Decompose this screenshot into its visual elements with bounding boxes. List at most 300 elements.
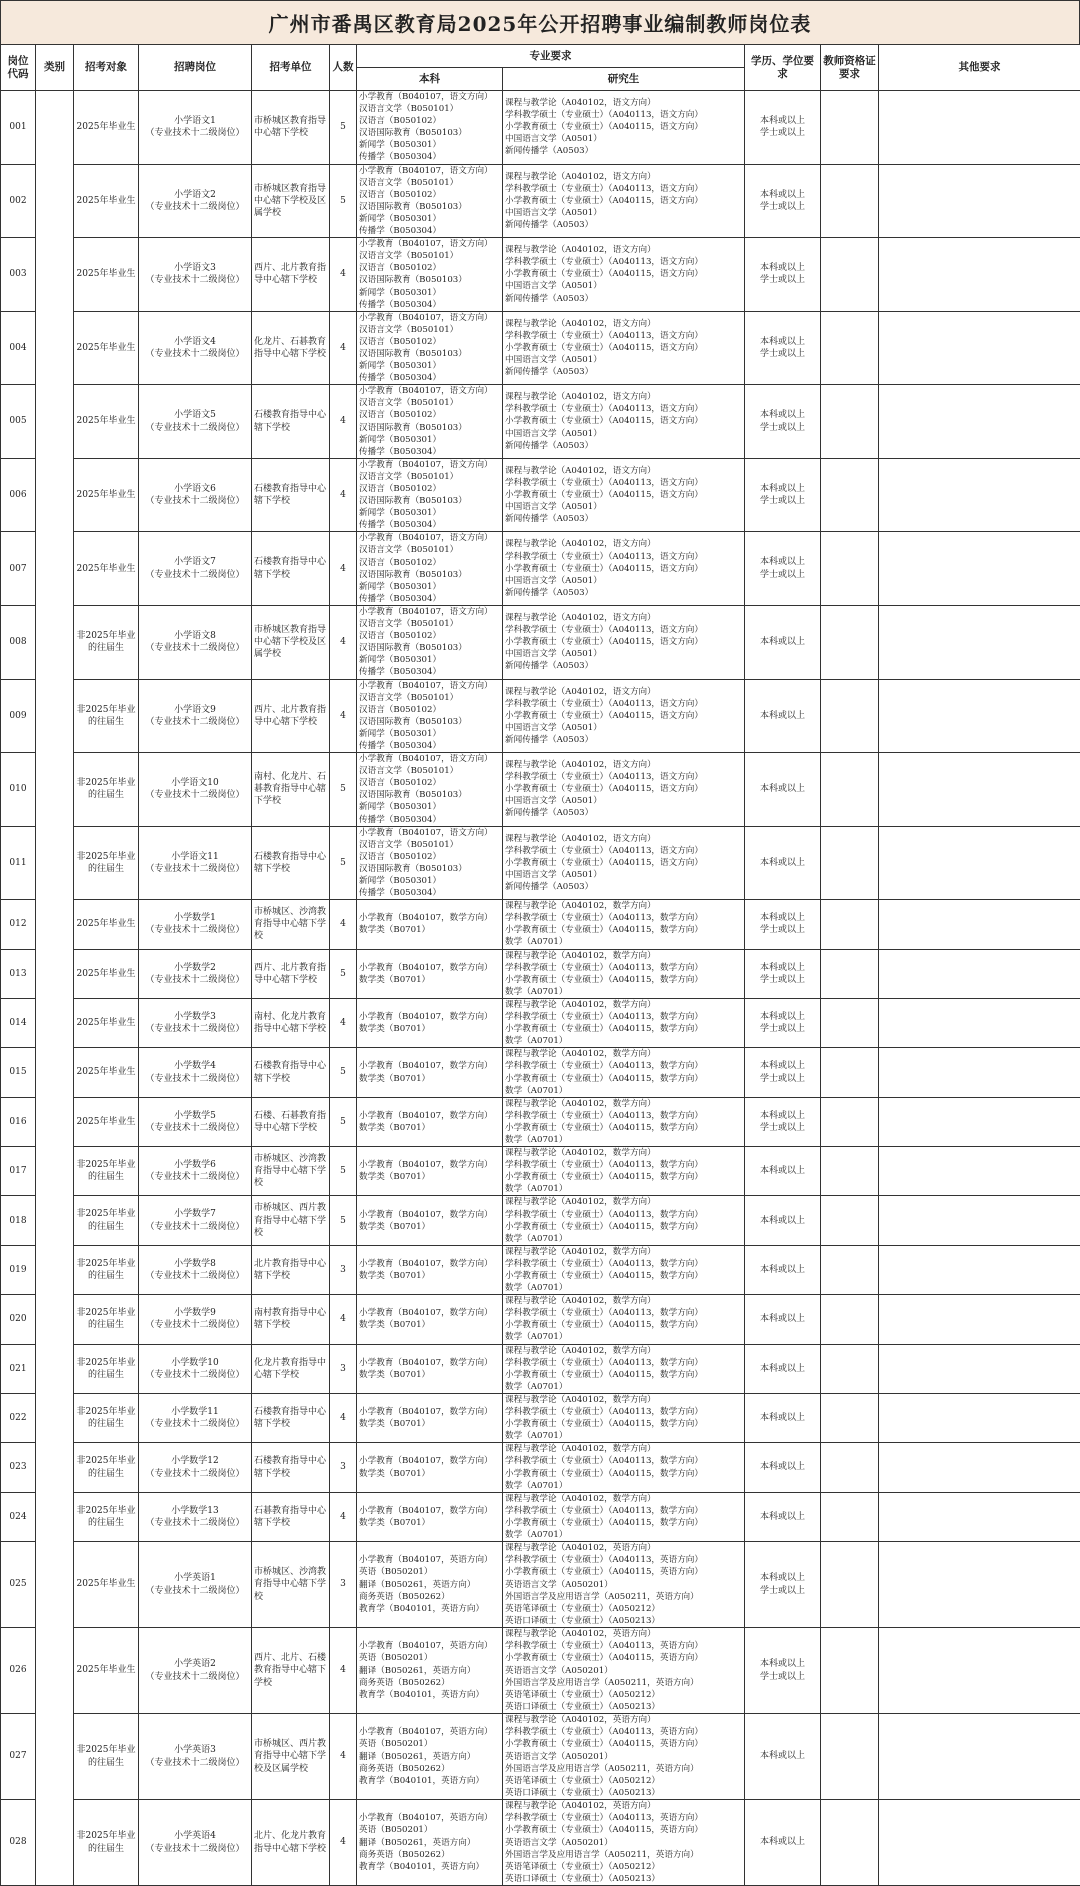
cell-cert <box>821 900 879 949</box>
cell-count: 4 <box>330 605 357 679</box>
cell-unit: 石楼教育指导中心辖下学校 <box>252 532 330 606</box>
cell-target: 非2025年毕业的往届生 <box>74 605 139 679</box>
cell-other <box>879 605 1080 679</box>
table-row <box>1 605 1080 679</box>
cell-other <box>879 1542 1080 1628</box>
table-row <box>1 532 1080 606</box>
cell-other <box>879 1714 1080 1800</box>
cell-undergrad-major: 小学教育（B040107，语文方向） 汉语言文学（B050101） 汉语言（B050102） 汉语国际教育（B050103） 新闻学（B050301） 传播学（B050304） <box>357 826 503 900</box>
cell-grad-major: 课程与教学论（A040102，数学方向） 学科教学硕士（专业硕士）（A040113，数学方向） 小学教育硕士（专业硕士）（A040115，数学方向） 数学（A0701） <box>503 1492 745 1541</box>
cell-count: 5 <box>330 1196 357 1245</box>
cell-position: 小学数学9 （专业技术十二级岗位） <box>139 1295 252 1344</box>
header-category: 类别 <box>36 45 74 91</box>
cell-grad-major: 课程与教学论（A040102，英语方向） 学科教学硕士（专业硕士）（A040113，英语方向） 小学教育硕士（专业硕士）（A040115，英语方向） 英语语言文学（A050201） 外国语言学及应用语言学（A050211，英语方向） 英语笔译硕士（专业硕士）（A050212） 英语口译硕士（专业硕士）（A050213） <box>503 1714 745 1800</box>
cell-count: 4 <box>330 1628 357 1714</box>
cell-cert <box>821 605 879 679</box>
cell-code: 015 <box>1 1048 36 1097</box>
header-undergrad: 本科 <box>357 68 503 91</box>
header-cert: 教师资格证要求 <box>821 45 879 91</box>
cell-count: 4 <box>330 1714 357 1800</box>
cell-undergrad-major: 小学教育（B040107，语文方向） 汉语言文学（B050101） 汉语言（B050102） 汉语国际教育（B050103） 新闻学（B050301） 传播学（B050304） <box>357 385 503 459</box>
cell-degree: 本科或以上 学士或以上 <box>745 949 821 998</box>
table-row <box>1 1245 1080 1294</box>
cell-other <box>879 385 1080 459</box>
table-row <box>1 1542 1080 1628</box>
cell-position: 小学英语3 （专业技术十二级岗位） <box>139 1714 252 1800</box>
cell-code: 023 <box>1 1443 36 1492</box>
positions-table <box>0 44 1080 1886</box>
cell-count: 4 <box>330 1295 357 1344</box>
cell-target: 非2025年毕业的往届生 <box>74 826 139 900</box>
cell-grad-major: 课程与教学论（A040102，语文方向） 学科教学硕士（专业硕士）（A040113，语文方向） 小学教育硕士（专业硕士）（A040115，语文方向） 中国语言文学（A0501） 新闻传播学（A0503） <box>503 164 745 238</box>
cell-degree: 本科或以上 <box>745 1800 821 1886</box>
cell-position: 小学数学1 （专业技术十二级岗位） <box>139 900 252 949</box>
cell-degree: 本科或以上 <box>745 753 821 827</box>
cell-position: 小学语文4 （专业技术十二级岗位） <box>139 311 252 385</box>
cell-target: 2025年毕业生 <box>74 1048 139 1097</box>
page-title: 广州市番禺区教育局2025年公开招聘事业编制教师岗位表 <box>0 0 1080 44</box>
cell-degree: 本科或以上 <box>745 826 821 900</box>
cell-grad-major: 课程与教学论（A040102，数学方向） 学科教学硕士（专业硕士）（A040113，数学方向） 小学教育硕士（专业硕士）（A040115，数学方向） 数学（A0701） <box>503 1295 745 1344</box>
cell-position: 小学语文9 （专业技术十二级岗位） <box>139 679 252 753</box>
table-row <box>1 385 1080 459</box>
cell-position: 小学数学2 （专业技术十二级岗位） <box>139 949 252 998</box>
cell-degree: 本科或以上 学士或以上 <box>745 238 821 312</box>
cell-count: 5 <box>330 1147 357 1196</box>
table-row <box>1 998 1080 1047</box>
cell-position: 小学数学10 （专业技术十二级岗位） <box>139 1344 252 1393</box>
table-row <box>1 1714 1080 1800</box>
cell-other <box>879 1344 1080 1393</box>
cell-other <box>879 900 1080 949</box>
cell-target: 2025年毕业生 <box>74 1097 139 1146</box>
cell-target: 非2025年毕业的往届生 <box>74 1344 139 1393</box>
table-row <box>1 1196 1080 1245</box>
cell-position: 小学数学6 （专业技术十二级岗位） <box>139 1147 252 1196</box>
cell-undergrad-major: 小学教育（B040107，语文方向） 汉语言文学（B050101） 汉语言（B050102） 汉语国际教育（B050103） 新闻学（B050301） 传播学（B050304） <box>357 458 503 532</box>
cell-code: 016 <box>1 1097 36 1146</box>
cell-degree: 本科或以上 <box>745 679 821 753</box>
cell-count: 4 <box>330 679 357 753</box>
cell-undergrad-major: 小学教育（B040107，数学方向） 数学类（B0701） <box>357 1048 503 1097</box>
cell-unit: 市桥城区、沙湾教育指导中心辖下学校 <box>252 900 330 949</box>
cell-count: 4 <box>330 1492 357 1541</box>
cell-target: 非2025年毕业的往届生 <box>74 1295 139 1344</box>
cell-count: 4 <box>330 998 357 1047</box>
cell-code: 027 <box>1 1714 36 1800</box>
cell-undergrad-major: 小学教育（B040107，数学方向） 数学类（B0701） <box>357 1097 503 1146</box>
table-row <box>1 1295 1080 1344</box>
cell-position: 小学数学4 （专业技术十二级岗位） <box>139 1048 252 1097</box>
cell-other <box>879 679 1080 753</box>
cell-degree: 本科或以上 学士或以上 <box>745 998 821 1047</box>
cell-unit: 石楼教育指导中心辖下学校 <box>252 1048 330 1097</box>
table-row <box>1 91 1080 165</box>
cell-cert <box>821 1245 879 1294</box>
cell-grad-major: 课程与教学论（A040102，数学方向） 学科教学硕士（专业硕士）（A040113，数学方向） 小学教育硕士（专业硕士）（A040115，数学方向） 数学（A0701） <box>503 1443 745 1492</box>
cell-other <box>879 164 1080 238</box>
cell-degree: 本科或以上 学士或以上 <box>745 385 821 459</box>
cell-other <box>879 238 1080 312</box>
cell-target: 2025年毕业生 <box>74 900 139 949</box>
cell-undergrad-major: 小学教育（B040107，数学方向） 数学类（B0701） <box>357 1344 503 1393</box>
cell-degree: 本科或以上 <box>745 1714 821 1800</box>
cell-grad-major: 课程与教学论（A040102，数学方向） 学科教学硕士（专业硕士）（A040113，数学方向） 小学教育硕士（专业硕士）（A040115，数学方向） 数学（A0701） <box>503 1147 745 1196</box>
table-row <box>1 238 1080 312</box>
cell-position: 小学数学13 （专业技术十二级岗位） <box>139 1492 252 1541</box>
cell-undergrad-major: 小学教育（B040107，语文方向） 汉语言文学（B050101） 汉语言（B050102） 汉语国际教育（B050103） 新闻学（B050301） 传播学（B050304） <box>357 532 503 606</box>
cell-count: 3 <box>330 1245 357 1294</box>
cell-cert <box>821 1393 879 1442</box>
cell-degree: 本科或以上 学士或以上 <box>745 1542 821 1628</box>
cell-other <box>879 753 1080 827</box>
cell-unit: 西片、北片、石楼教育指导中心辖下学校 <box>252 1628 330 1714</box>
cell-position: 小学语文7 （专业技术十二级岗位） <box>139 532 252 606</box>
table-row <box>1 679 1080 753</box>
cell-target: 2025年毕业生 <box>74 238 139 312</box>
cell-code: 003 <box>1 238 36 312</box>
cell-position: 小学语文3 （专业技术十二级岗位） <box>139 238 252 312</box>
cell-code: 019 <box>1 1245 36 1294</box>
header-grad: 研究生 <box>503 68 745 91</box>
cell-other <box>879 1147 1080 1196</box>
cell-cert <box>821 998 879 1047</box>
cell-count: 4 <box>330 532 357 606</box>
cell-undergrad-major: 小学教育（B040107，英语方向） 英语（B050201） 翻译（B050261，英语方向） 商务英语（B050262） 教育学（B040101，英语方向） <box>357 1628 503 1714</box>
cell-grad-major: 课程与教学论（A040102，数学方向） 学科教学硕士（专业硕士）（A040113，数学方向） 小学教育硕士（专业硕士）（A040115，数学方向） 数学（A0701） <box>503 1245 745 1294</box>
cell-code: 014 <box>1 998 36 1047</box>
cell-count: 4 <box>330 238 357 312</box>
header-other: 其他要求 <box>879 45 1080 91</box>
cell-unit: 市桥城区、西片教育指导中心辖下学校 <box>252 1196 330 1245</box>
cell-grad-major: 课程与教学论（A040102，英语方向） 学科教学硕士（专业硕士）（A040113，英语方向） 小学教育硕士（专业硕士）（A040115，英语方向） 英语语言文学（A050201） 外国语言学及应用语言学（A050211，英语方向） 英语笔译硕士（专业硕士）（A050212） 英语口译硕士（专业硕士）（A050213） <box>503 1542 745 1628</box>
cell-degree: 本科或以上 学士或以上 <box>745 1628 821 1714</box>
cell-category <box>36 91 74 1886</box>
cell-cert <box>821 753 879 827</box>
cell-undergrad-major: 小学教育（B040107，语文方向） 汉语言文学（B050101） 汉语言（B050102） 汉语国际教育（B050103） 新闻学（B050301） 传播学（B050304） <box>357 605 503 679</box>
cell-count: 5 <box>330 164 357 238</box>
cell-unit: 石碁教育指导中心辖下学校 <box>252 1492 330 1541</box>
cell-unit: 西片、北片教育指导中心辖下学校 <box>252 949 330 998</box>
table-row <box>1 311 1080 385</box>
cell-grad-major: 课程与教学论（A040102，数学方向） 学科教学硕士（专业硕士）（A040113，数学方向） 小学教育硕士（专业硕士）（A040115，数学方向） 数学（A0701） <box>503 1097 745 1146</box>
cell-target: 非2025年毕业的往届生 <box>74 1393 139 1442</box>
cell-unit: 市桥城区、沙湾教育指导中心辖下学校 <box>252 1542 330 1628</box>
cell-target: 非2025年毕业的往届生 <box>74 1245 139 1294</box>
cell-cert <box>821 826 879 900</box>
cell-target: 非2025年毕业的往届生 <box>74 1714 139 1800</box>
cell-cert <box>821 1048 879 1097</box>
cell-unit: 市桥城区教育指导中心辖下学校及区属学校 <box>252 605 330 679</box>
cell-unit: 石楼教育指导中心辖下学校 <box>252 1443 330 1492</box>
cell-code: 011 <box>1 826 36 900</box>
cell-code: 007 <box>1 532 36 606</box>
table-row <box>1 826 1080 900</box>
cell-cert <box>821 458 879 532</box>
cell-other <box>879 532 1080 606</box>
cell-grad-major: 课程与教学论（A040102，数学方向） 学科教学硕士（专业硕士）（A040113，数学方向） 小学教育硕士（专业硕士）（A040115，数学方向） 数学（A0701） <box>503 998 745 1047</box>
cell-target: 2025年毕业生 <box>74 532 139 606</box>
header-count: 人数 <box>330 45 357 91</box>
cell-unit: 南村、化龙片、石碁教育指导中心辖下学校 <box>252 753 330 827</box>
cell-target: 2025年毕业生 <box>74 1542 139 1628</box>
cell-code: 009 <box>1 679 36 753</box>
cell-cert <box>821 532 879 606</box>
cell-code: 022 <box>1 1393 36 1442</box>
cell-cert <box>821 1443 879 1492</box>
cell-undergrad-major: 小学教育（B040107，语文方向） 汉语言文学（B050101） 汉语言（B050102） 汉语国际教育（B050103） 新闻学（B050301） 传播学（B050304） <box>357 311 503 385</box>
cell-grad-major: 课程与教学论（A040102，数学方向） 学科教学硕士（专业硕士）（A040113，数学方向） 小学教育硕士（专业硕士）（A040115，数学方向） 数学（A0701） <box>503 1196 745 1245</box>
cell-grad-major: 课程与教学论（A040102，数学方向） 学科教学硕士（专业硕士）（A040113，数学方向） 小学教育硕士（专业硕士）（A040115，数学方向） 数学（A0701） <box>503 900 745 949</box>
cell-unit: 西片、北片教育指导中心辖下学校 <box>252 238 330 312</box>
cell-undergrad-major: 小学教育（B040107，数学方向） 数学类（B0701） <box>357 1147 503 1196</box>
cell-code: 013 <box>1 949 36 998</box>
cell-grad-major: 课程与教学论（A040102，语文方向） 学科教学硕士（专业硕士）（A040113，语文方向） 小学教育硕士（专业硕士）（A040115，语文方向） 中国语言文学（A0501） 新闻传播学（A0503） <box>503 532 745 606</box>
cell-position: 小学英语4 （专业技术十二级岗位） <box>139 1800 252 1886</box>
cell-unit: 西片、北片教育指导中心辖下学校 <box>252 679 330 753</box>
cell-degree: 本科或以上 学士或以上 <box>745 458 821 532</box>
cell-other <box>879 1295 1080 1344</box>
cell-count: 5 <box>330 949 357 998</box>
cell-grad-major: 课程与教学论（A040102，语文方向） 学科教学硕士（专业硕士）（A040113，语文方向） 小学教育硕士（专业硕士）（A040115，语文方向） 中国语言文学（A0501） 新闻传播学（A0503） <box>503 753 745 827</box>
cell-count: 5 <box>330 1048 357 1097</box>
cell-grad-major: 课程与教学论（A040102，数学方向） 学科教学硕士（专业硕士）（A040113，数学方向） 小学教育硕士（专业硕士）（A040115，数学方向） 数学（A0701） <box>503 1393 745 1442</box>
table-row <box>1 458 1080 532</box>
cell-target: 2025年毕业生 <box>74 458 139 532</box>
cell-undergrad-major: 小学教育（B040107，语文方向） 汉语言文学（B050101） 汉语言（B050102） 汉语国际教育（B050103） 新闻学（B050301） 传播学（B050304） <box>357 164 503 238</box>
cell-cert <box>821 1800 879 1886</box>
cell-degree: 本科或以上 <box>745 1344 821 1393</box>
cell-undergrad-major: 小学教育（B040107，数学方向） 数学类（B0701） <box>357 998 503 1047</box>
cell-undergrad-major: 小学教育（B040107，数学方向） 数学类（B0701） <box>357 1196 503 1245</box>
cell-unit: 石楼教育指导中心辖下学校 <box>252 1393 330 1442</box>
cell-grad-major: 课程与教学论（A040102，数学方向） 学科教学硕士（专业硕士）（A040113，数学方向） 小学教育硕士（专业硕士）（A040115，数学方向） 数学（A0701） <box>503 1048 745 1097</box>
table-row <box>1 949 1080 998</box>
cell-count: 3 <box>330 1443 357 1492</box>
cell-degree: 本科或以上 <box>745 605 821 679</box>
cell-target: 2025年毕业生 <box>74 998 139 1047</box>
cell-cert <box>821 1542 879 1628</box>
cell-other <box>879 1628 1080 1714</box>
cell-code: 004 <box>1 311 36 385</box>
cell-unit: 南村、化龙片教育指导中心辖下学校 <box>252 998 330 1047</box>
cell-degree: 本科或以上 学士或以上 <box>745 164 821 238</box>
cell-other <box>879 1048 1080 1097</box>
cell-unit: 石楼、石碁教育指导中心辖下学校 <box>252 1097 330 1146</box>
cell-other <box>879 1393 1080 1442</box>
cell-position: 小学语文5 （专业技术十二级岗位） <box>139 385 252 459</box>
cell-target: 2025年毕业生 <box>74 164 139 238</box>
cell-degree: 本科或以上 <box>745 1196 821 1245</box>
cell-undergrad-major: 小学教育（B040107，语文方向） 汉语言文学（B050101） 汉语言（B050102） 汉语国际教育（B050103） 新闻学（B050301） 传播学（B050304） <box>357 679 503 753</box>
cell-code: 028 <box>1 1800 36 1886</box>
cell-degree: 本科或以上 学士或以上 <box>745 311 821 385</box>
cell-count: 5 <box>330 91 357 165</box>
cell-undergrad-major: 小学教育（B040107，语文方向） 汉语言文学（B050101） 汉语言（B050102） 汉语国际教育（B050103） 新闻学（B050301） 传播学（B050304） <box>357 91 503 165</box>
cell-count: 3 <box>330 1344 357 1393</box>
cell-target: 2025年毕业生 <box>74 91 139 165</box>
cell-count: 4 <box>330 1800 357 1886</box>
cell-target: 非2025年毕业的往届生 <box>74 1443 139 1492</box>
cell-cert <box>821 91 879 165</box>
cell-degree: 本科或以上 <box>745 1147 821 1196</box>
header-code: 岗位代码 <box>1 45 36 91</box>
cell-position: 小学语文2 （专业技术十二级岗位） <box>139 164 252 238</box>
cell-undergrad-major: 小学教育（B040107，英语方向） 英语（B050201） 翻译（B050261，英语方向） 商务英语（B050262） 教育学（B040101，英语方向） <box>357 1542 503 1628</box>
cell-degree: 本科或以上 <box>745 1443 821 1492</box>
cell-unit: 市桥城区、西片教育指导中心辖下学校及区属学校 <box>252 1714 330 1800</box>
cell-target: 非2025年毕业的往届生 <box>74 753 139 827</box>
cell-grad-major: 课程与教学论（A040102，语文方向） 学科教学硕士（专业硕士）（A040113，语文方向） 小学教育硕士（专业硕士）（A040115，语文方向） 中国语言文学（A0501） 新闻传播学（A0503） <box>503 91 745 165</box>
cell-target: 非2025年毕业的往届生 <box>74 679 139 753</box>
cell-degree: 本科或以上 学士或以上 <box>745 1048 821 1097</box>
cell-code: 006 <box>1 458 36 532</box>
cell-position: 小学数学3 （专业技术十二级岗位） <box>139 998 252 1047</box>
cell-count: 5 <box>330 1097 357 1146</box>
cell-unit: 石楼教育指导中心辖下学校 <box>252 458 330 532</box>
cell-undergrad-major: 小学教育（B040107，数学方向） 数学类（B0701） <box>357 900 503 949</box>
cell-count: 4 <box>330 458 357 532</box>
table-header <box>1 45 1080 91</box>
cell-undergrad-major: 小学教育（B040107，语文方向） 汉语言文学（B050101） 汉语言（B050102） 汉语国际教育（B050103） 新闻学（B050301） 传播学（B050304） <box>357 238 503 312</box>
cell-undergrad-major: 小学教育（B040107，数学方向） 数学类（B0701） <box>357 1245 503 1294</box>
header-unit: 招考单位 <box>252 45 330 91</box>
cell-degree: 本科或以上 <box>745 1295 821 1344</box>
cell-other <box>879 1196 1080 1245</box>
cell-undergrad-major: 小学教育（B040107，语文方向） 汉语言文学（B050101） 汉语言（B050102） 汉语国际教育（B050103） 新闻学（B050301） 传播学（B050304） <box>357 753 503 827</box>
cell-undergrad-major: 小学教育（B040107，英语方向） 英语（B050201） 翻译（B050261，英语方向） 商务英语（B050262） 教育学（B040101，英语方向） <box>357 1800 503 1886</box>
cell-other <box>879 998 1080 1047</box>
cell-degree: 本科或以上 <box>745 1245 821 1294</box>
cell-cert <box>821 1097 879 1146</box>
cell-cert <box>821 1344 879 1393</box>
cell-target: 非2025年毕业的往届生 <box>74 1492 139 1541</box>
header-degree: 学历、学位要求 <box>745 45 821 91</box>
table-row <box>1 1147 1080 1196</box>
cell-unit: 石楼教育指导中心辖下学校 <box>252 385 330 459</box>
cell-cert <box>821 679 879 753</box>
cell-position: 小学语文1 （专业技术十二级岗位） <box>139 91 252 165</box>
table-row <box>1 1492 1080 1541</box>
cell-undergrad-major: 小学教育（B040107，数学方向） 数学类（B0701） <box>357 1492 503 1541</box>
cell-unit: 化龙片教育指导中心辖下学校 <box>252 1344 330 1393</box>
table-row <box>1 164 1080 238</box>
cell-other <box>879 91 1080 165</box>
cell-target: 非2025年毕业的往届生 <box>74 1147 139 1196</box>
table-row <box>1 1800 1080 1886</box>
cell-other <box>879 1492 1080 1541</box>
cell-target: 2025年毕业生 <box>74 1628 139 1714</box>
cell-code: 017 <box>1 1147 36 1196</box>
cell-count: 5 <box>330 826 357 900</box>
cell-unit: 市桥城区教育指导中心辖下学校及区属学校 <box>252 164 330 238</box>
cell-unit: 北片教育指导中心辖下学校 <box>252 1245 330 1294</box>
cell-code: 002 <box>1 164 36 238</box>
cell-target: 2025年毕业生 <box>74 949 139 998</box>
cell-code: 005 <box>1 385 36 459</box>
cell-grad-major: 课程与教学论（A040102，语文方向） 学科教学硕士（专业硕士）（A040113，语文方向） 小学教育硕士（专业硕士）（A040115，语文方向） 中国语言文学（A0501） 新闻传播学（A0503） <box>503 826 745 900</box>
cell-grad-major: 课程与教学论（A040102，语文方向） 学科教学硕士（专业硕士）（A040113，语文方向） 小学教育硕士（专业硕士）（A040115，语文方向） 中国语言文学（A0501） 新闻传播学（A0503） <box>503 605 745 679</box>
cell-grad-major: 课程与教学论（A040102，语文方向） 学科教学硕士（专业硕士）（A040113，语文方向） 小学教育硕士（专业硕士）（A040115，语文方向） 中国语言文学（A0501） 新闻传播学（A0503） <box>503 311 745 385</box>
cell-count: 3 <box>330 1542 357 1628</box>
header-target: 招考对象 <box>74 45 139 91</box>
cell-degree: 本科或以上 学士或以上 <box>745 91 821 165</box>
cell-code: 008 <box>1 605 36 679</box>
table-row <box>1 1443 1080 1492</box>
cell-grad-major: 课程与教学论（A040102，语文方向） 学科教学硕士（专业硕士）（A040113，语文方向） 小学教育硕士（专业硕士）（A040115，语文方向） 中国语言文学（A0501） 新闻传播学（A0503） <box>503 385 745 459</box>
cell-other <box>879 949 1080 998</box>
table-body <box>1 91 1080 1886</box>
cell-position: 小学数学7 （专业技术十二级岗位） <box>139 1196 252 1245</box>
cell-position: 小学英语2 （专业技术十二级岗位） <box>139 1628 252 1714</box>
cell-other <box>879 311 1080 385</box>
cell-code: 024 <box>1 1492 36 1541</box>
cell-undergrad-major: 小学教育（B040107，数学方向） 数学类（B0701） <box>357 1393 503 1442</box>
cell-cert <box>821 1714 879 1800</box>
cell-degree: 本科或以上 学士或以上 <box>745 532 821 606</box>
cell-cert <box>821 385 879 459</box>
cell-cert <box>821 1295 879 1344</box>
cell-code: 020 <box>1 1295 36 1344</box>
cell-position: 小学英语1 （专业技术十二级岗位） <box>139 1542 252 1628</box>
cell-unit: 北片、化龙片教育指导中心辖下学校 <box>252 1800 330 1886</box>
cell-count: 5 <box>330 753 357 827</box>
cell-cert <box>821 1492 879 1541</box>
cell-code: 001 <box>1 91 36 165</box>
cell-undergrad-major: 小学教育（B040107，英语方向） 英语（B050201） 翻译（B050261，英语方向） 商务英语（B050262） 教育学（B040101，英语方向） <box>357 1714 503 1800</box>
cell-target: 2025年毕业生 <box>74 311 139 385</box>
cell-code: 025 <box>1 1542 36 1628</box>
cell-other <box>879 1800 1080 1886</box>
cell-cert <box>821 1628 879 1714</box>
cell-grad-major: 课程与教学论（A040102，语文方向） 学科教学硕士（专业硕士）（A040113，语文方向） 小学教育硕士（专业硕士）（A040115，语文方向） 中国语言文学（A0501） 新闻传播学（A0503） <box>503 238 745 312</box>
cell-count: 4 <box>330 311 357 385</box>
cell-cert <box>821 949 879 998</box>
cell-code: 012 <box>1 900 36 949</box>
cell-target: 2025年毕业生 <box>74 385 139 459</box>
cell-grad-major: 课程与教学论（A040102，数学方向） 学科教学硕士（专业硕士）（A040113，数学方向） 小学教育硕士（专业硕士）（A040115，数学方向） 数学（A0701） <box>503 1344 745 1393</box>
cell-undergrad-major: 小学教育（B040107，数学方向） 数学类（B0701） <box>357 1295 503 1344</box>
cell-cert <box>821 1196 879 1245</box>
cell-cert <box>821 311 879 385</box>
cell-grad-major: 课程与教学论（A040102，语文方向） 学科教学硕士（专业硕士）（A040113，语文方向） 小学教育硕士（专业硕士）（A040115，语文方向） 中国语言文学（A0501） 新闻传播学（A0503） <box>503 458 745 532</box>
cell-other <box>879 458 1080 532</box>
table-row <box>1 1097 1080 1146</box>
cell-grad-major: 课程与教学论（A040102，数学方向） 学科教学硕士（专业硕士）（A040113，数学方向） 小学教育硕士（专业硕士）（A040115，数学方向） 数学（A0701） <box>503 949 745 998</box>
cell-count: 4 <box>330 900 357 949</box>
cell-degree: 本科或以上 <box>745 1393 821 1442</box>
cell-code: 010 <box>1 753 36 827</box>
cell-position: 小学语文6 （专业技术十二级岗位） <box>139 458 252 532</box>
cell-unit: 南村教育指导中心辖下学校 <box>252 1295 330 1344</box>
table-row <box>1 1393 1080 1442</box>
cell-position: 小学语文11 （专业技术十二级岗位） <box>139 826 252 900</box>
cell-cert <box>821 1147 879 1196</box>
cell-code: 021 <box>1 1344 36 1393</box>
cell-position: 小学数学5 （专业技术十二级岗位） <box>139 1097 252 1146</box>
cell-grad-major: 课程与教学论（A040102，语文方向） 学科教学硕士（专业硕士）（A040113，语文方向） 小学教育硕士（专业硕士）（A040115，语文方向） 中国语言文学（A0501） 新闻传播学（A0503） <box>503 679 745 753</box>
cell-code: 018 <box>1 1196 36 1245</box>
cell-undergrad-major: 小学教育（B040107，数学方向） 数学类（B0701） <box>357 949 503 998</box>
cell-code: 026 <box>1 1628 36 1714</box>
cell-other <box>879 1097 1080 1146</box>
cell-cert <box>821 164 879 238</box>
cell-position: 小学数学8 （专业技术十二级岗位） <box>139 1245 252 1294</box>
cell-count: 4 <box>330 1393 357 1442</box>
cell-unit: 市桥城区教育指导中心辖下学校 <box>252 91 330 165</box>
table-row <box>1 1628 1080 1714</box>
table-row <box>1 900 1080 949</box>
